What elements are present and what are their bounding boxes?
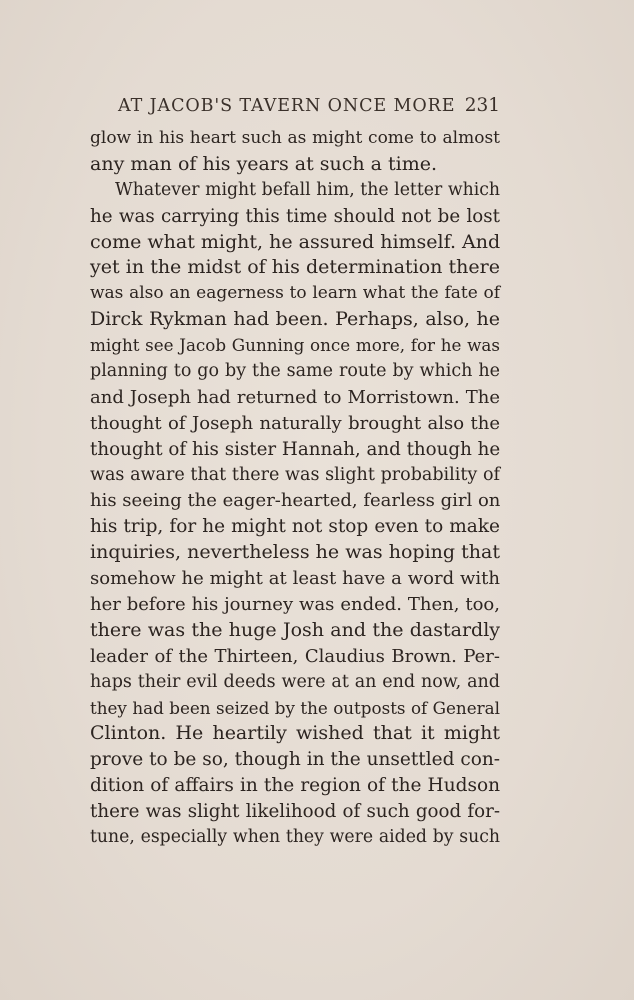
text-line: was also an eagerness to learn what the fate of	[90, 283, 500, 304]
text-line: yet in the midst of his determination there	[90, 256, 500, 279]
body-text	[90, 126, 500, 851]
text-line: glow in his heart such as might come to almost	[90, 128, 500, 148]
text-line: dition of affairs in the region of the Hudson	[90, 775, 500, 797]
text-line: any man of his years at such a time.	[90, 152, 438, 175]
text-line: planning to go by the same route by which he	[90, 361, 500, 382]
page-header	[90, 92, 500, 120]
text-line: Whatever might befall him, the letter which	[115, 179, 500, 200]
page-number: 231	[464, 95, 500, 116]
text-line: might see Jacob Gunning once more, for he was	[90, 335, 500, 356]
running-head: AT JACOB'S TAVERN ONCE MORE	[118, 96, 456, 116]
text-line: come what might, he assured himself. And	[90, 230, 501, 253]
text-line: inquiries, nevertheless he was hoping that	[90, 541, 500, 564]
text-line: was aware that there was slight probability of	[90, 464, 500, 485]
text-line: leader of the Thirteen, Claudius Brown. Per-	[90, 645, 500, 667]
text-line: haps their evil deeds were at an end now, and	[90, 671, 500, 692]
text-line: his seeing the eager-hearted, fearless girl on	[90, 490, 501, 512]
text-line: prove to be so, though in the unsettled con-	[90, 749, 500, 771]
text-line: her before his journey was ended. Then, too,	[90, 594, 500, 616]
text-line: thought of Joseph naturally brought also the	[90, 412, 500, 434]
text-line: they had been seized by the outposts of General	[90, 697, 500, 718]
text-line: there was the huge Josh and the dastardly	[90, 618, 500, 641]
text-line: he was carrying this time should not be lost	[90, 205, 500, 227]
text-line: there was slight likelihood of such good for-	[90, 801, 500, 823]
text-line: tune, especially when they were aided by such	[90, 827, 500, 848]
text-line: Dirck Rykman had been. Perhaps, also, he	[90, 308, 500, 331]
text-line: somehow he might at least have a word with	[90, 568, 500, 590]
text-line: and Joseph had returned to Morristown. The	[90, 386, 500, 408]
text-line: Clinton. He heartily wished that it might	[90, 722, 500, 745]
text-line: thought of his sister Hannah, and though he	[90, 438, 501, 460]
text-line: his trip, for he might not stop even to make	[90, 516, 500, 538]
